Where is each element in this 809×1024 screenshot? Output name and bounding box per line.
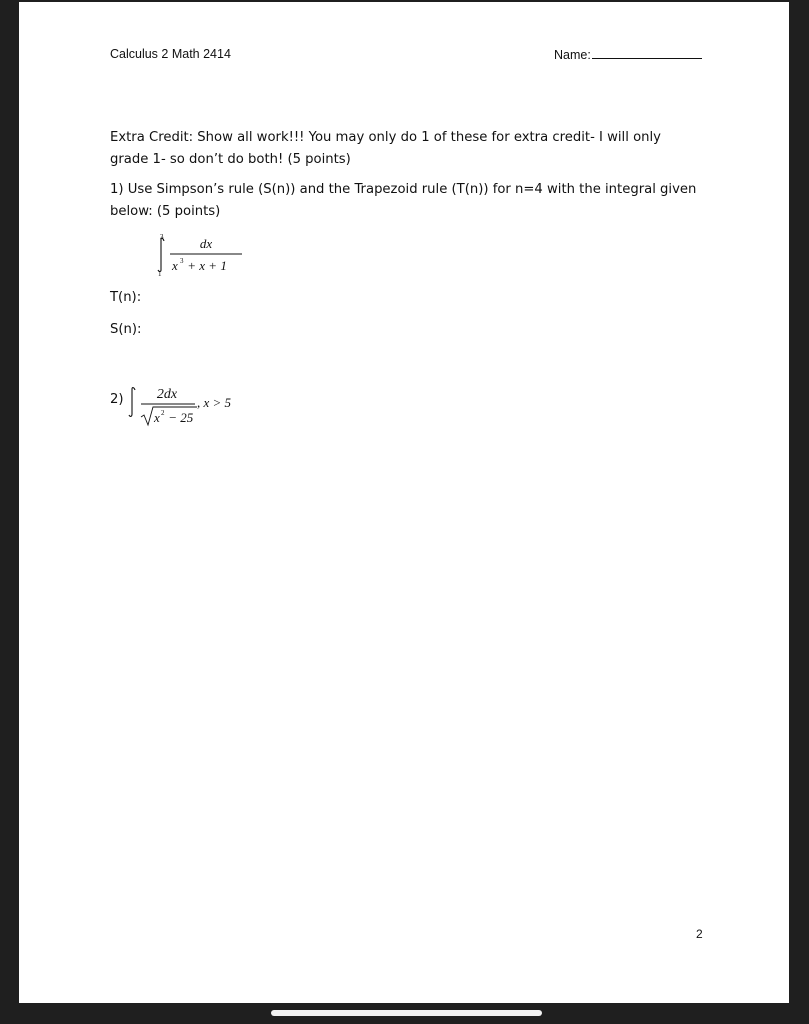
page-number: 2 xyxy=(696,927,703,941)
radicand-rest: − 25 xyxy=(165,410,194,425)
denominator-exponent: 3 xyxy=(180,257,184,265)
lower-limit: 1 xyxy=(158,270,162,278)
denominator-rest: + x + 1 xyxy=(184,258,227,273)
radicand-x: x xyxy=(154,410,160,425)
condition: , x > 5 xyxy=(197,395,232,410)
radicand-exponent: 2 xyxy=(161,409,165,417)
name-field xyxy=(554,47,702,62)
extra-credit-instructions: Extra Credit: Show all work!!! You may only do 1 of these for extra credit- I will only grade 1- so don’t do both! (5 points) xyxy=(110,130,661,167)
simpson-answer-label: S(n): xyxy=(110,322,142,337)
course-header: Calculus 2 Math 2414 xyxy=(110,47,231,61)
integrand-numerator: dx xyxy=(199,236,213,251)
upper-limit: 3 xyxy=(160,233,164,241)
trapezoid-answer-label: T(n): xyxy=(110,290,142,305)
question-1-text: 1) Use Simpson’s rule (S(n)) and the Trapezoid rule (T(n)) for n=4 with the integral given below: (5 points) xyxy=(110,182,697,219)
denominator-x: x xyxy=(172,258,178,273)
name-label: Name: xyxy=(554,48,591,62)
integral-1 xyxy=(156,232,246,278)
home-indicator[interactable] xyxy=(271,1010,542,1016)
question-2-label: 2) xyxy=(110,392,124,407)
integral-2 xyxy=(127,380,237,428)
document-page xyxy=(19,2,789,1003)
integrand-numerator: 2dx xyxy=(156,387,178,402)
name-blank-line xyxy=(592,47,702,59)
